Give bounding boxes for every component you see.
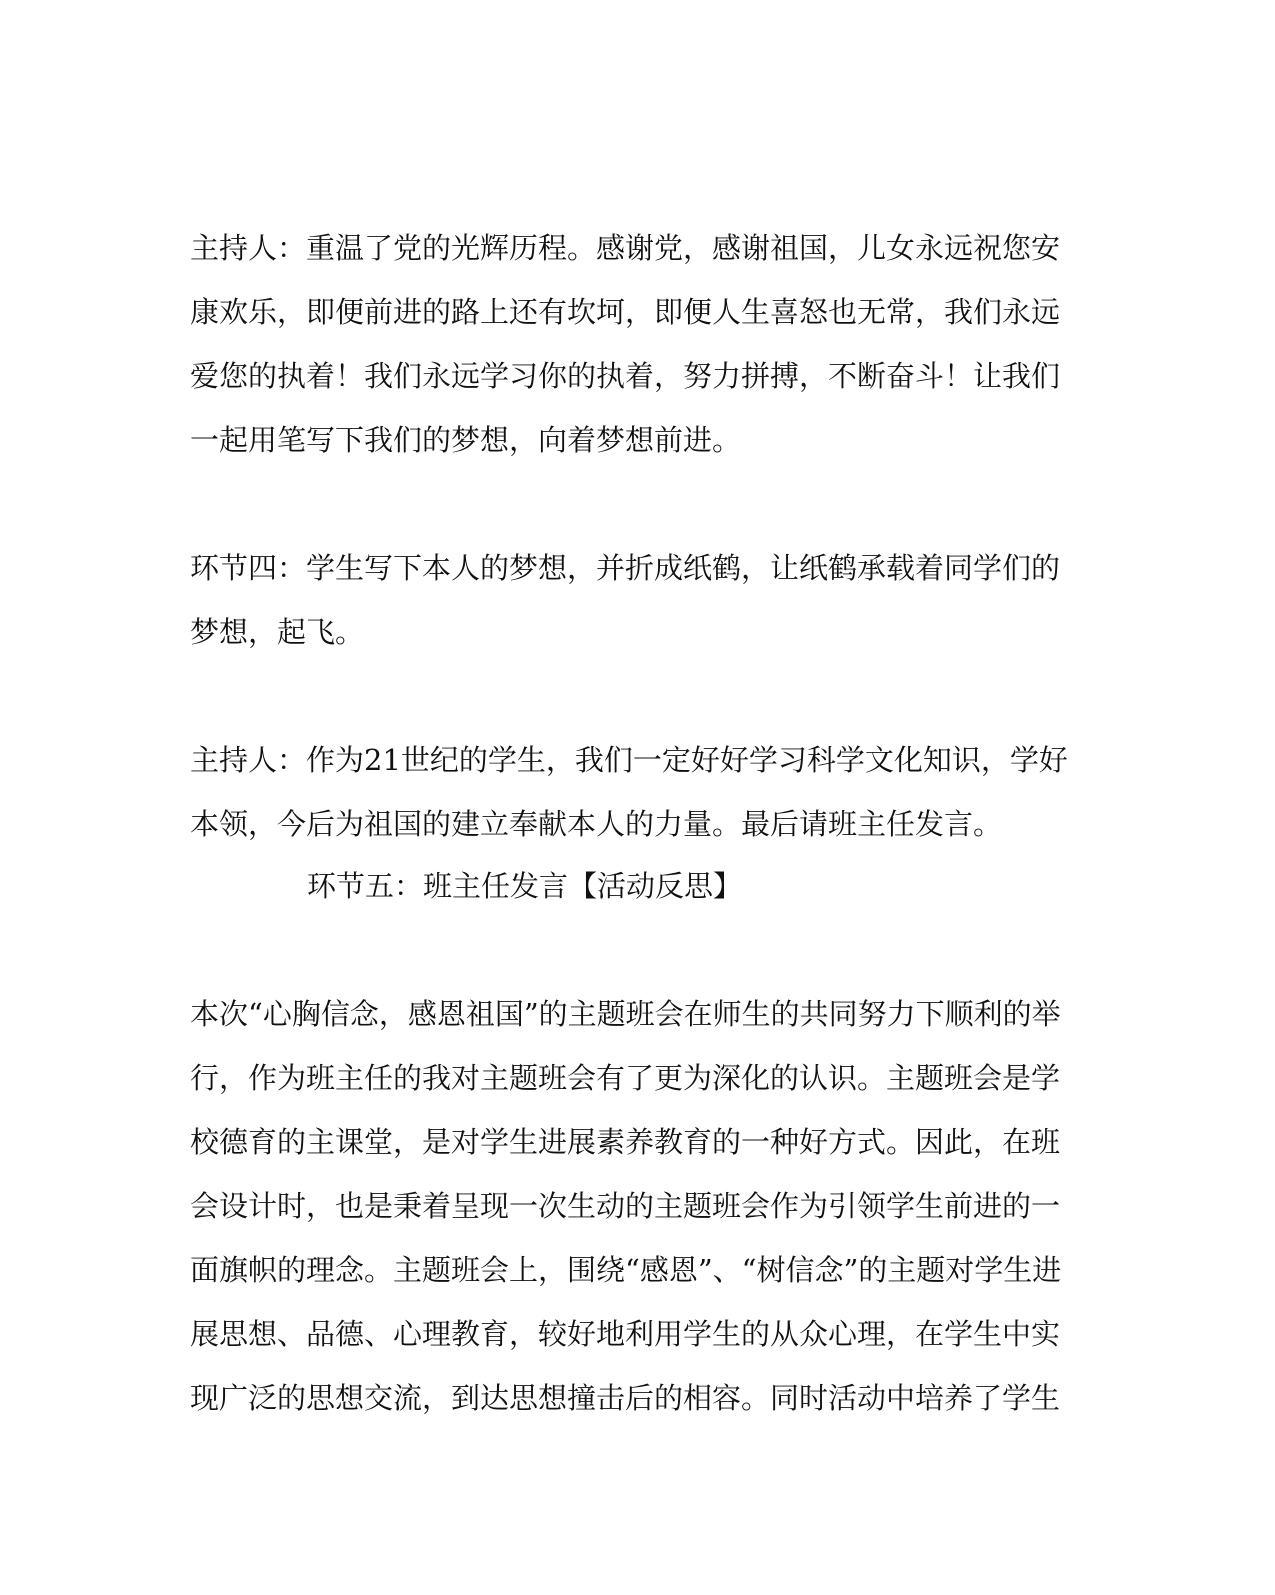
section-heading: 环节五：班主任发言【活动反思】 [307, 869, 743, 903]
paragraph-1-line-1: 主持人：重温了党的光辉历程。感谢党，感谢祖国，儿女永远祝您安 [190, 231, 1061, 265]
paragraph-5-line-4: 会设计时，也是秉着呈现一次生动的主题班会作为引领学生前进的一 [190, 1189, 1061, 1223]
paragraph-1-line-2: 康欢乐，即便前进的路上还有坎坷，即便人生喜怒也无常，我们永远 [190, 295, 1061, 329]
paragraph-5-line-1: 本次“心胸信念，感恩祖国”的主题班会在师生的共同努力下顺利的举 [190, 997, 1061, 1031]
paragraph-5-line-5: 面旗帜的理念。主题班会上，围绕“感恩”、“树信念”的主题对学生进 [190, 1253, 1062, 1287]
paragraph-1-line-4: 一起用笔写下我们的梦想，向着梦想前进。 [190, 423, 742, 457]
paragraph-2-line-2: 梦想，起飞。 [190, 615, 365, 649]
paragraph-5-line-2: 行，作为班主任的我对主题班会有了更为深化的认识。主题班会是学 [190, 1061, 1061, 1095]
paragraph-1-line-3: 爱您的执着！我们永远学习你的执着，努力拼搏，不断奋斗！让我们 [190, 359, 1061, 393]
paragraph-5-line-7: 现广泛的思想交流，到达思想撞击后的相容。同时活动中培养了学生 [190, 1381, 1061, 1415]
paragraph-2-line-1: 环节四：学生写下本人的梦想，并折成纸鹤，让纸鹤承载着同学们的 [190, 551, 1061, 585]
paragraph-5-line-3: 校德育的主课堂，是对学生进展素养教育的一种好方式。因此，在班 [190, 1125, 1061, 1159]
paragraph-3-line-1: 主持人：作为21世纪的学生，我们一定好好学习科学文化知识，学好 [190, 743, 1068, 777]
paragraph-3-line-2: 本领，今后为祖国的建立奉献本人的力量。最后请班主任发言。 [190, 807, 1003, 841]
paragraph-5-line-6: 展思想、品德、心理教育，较好地利用学生的从众心理，在学生中实 [190, 1317, 1061, 1351]
